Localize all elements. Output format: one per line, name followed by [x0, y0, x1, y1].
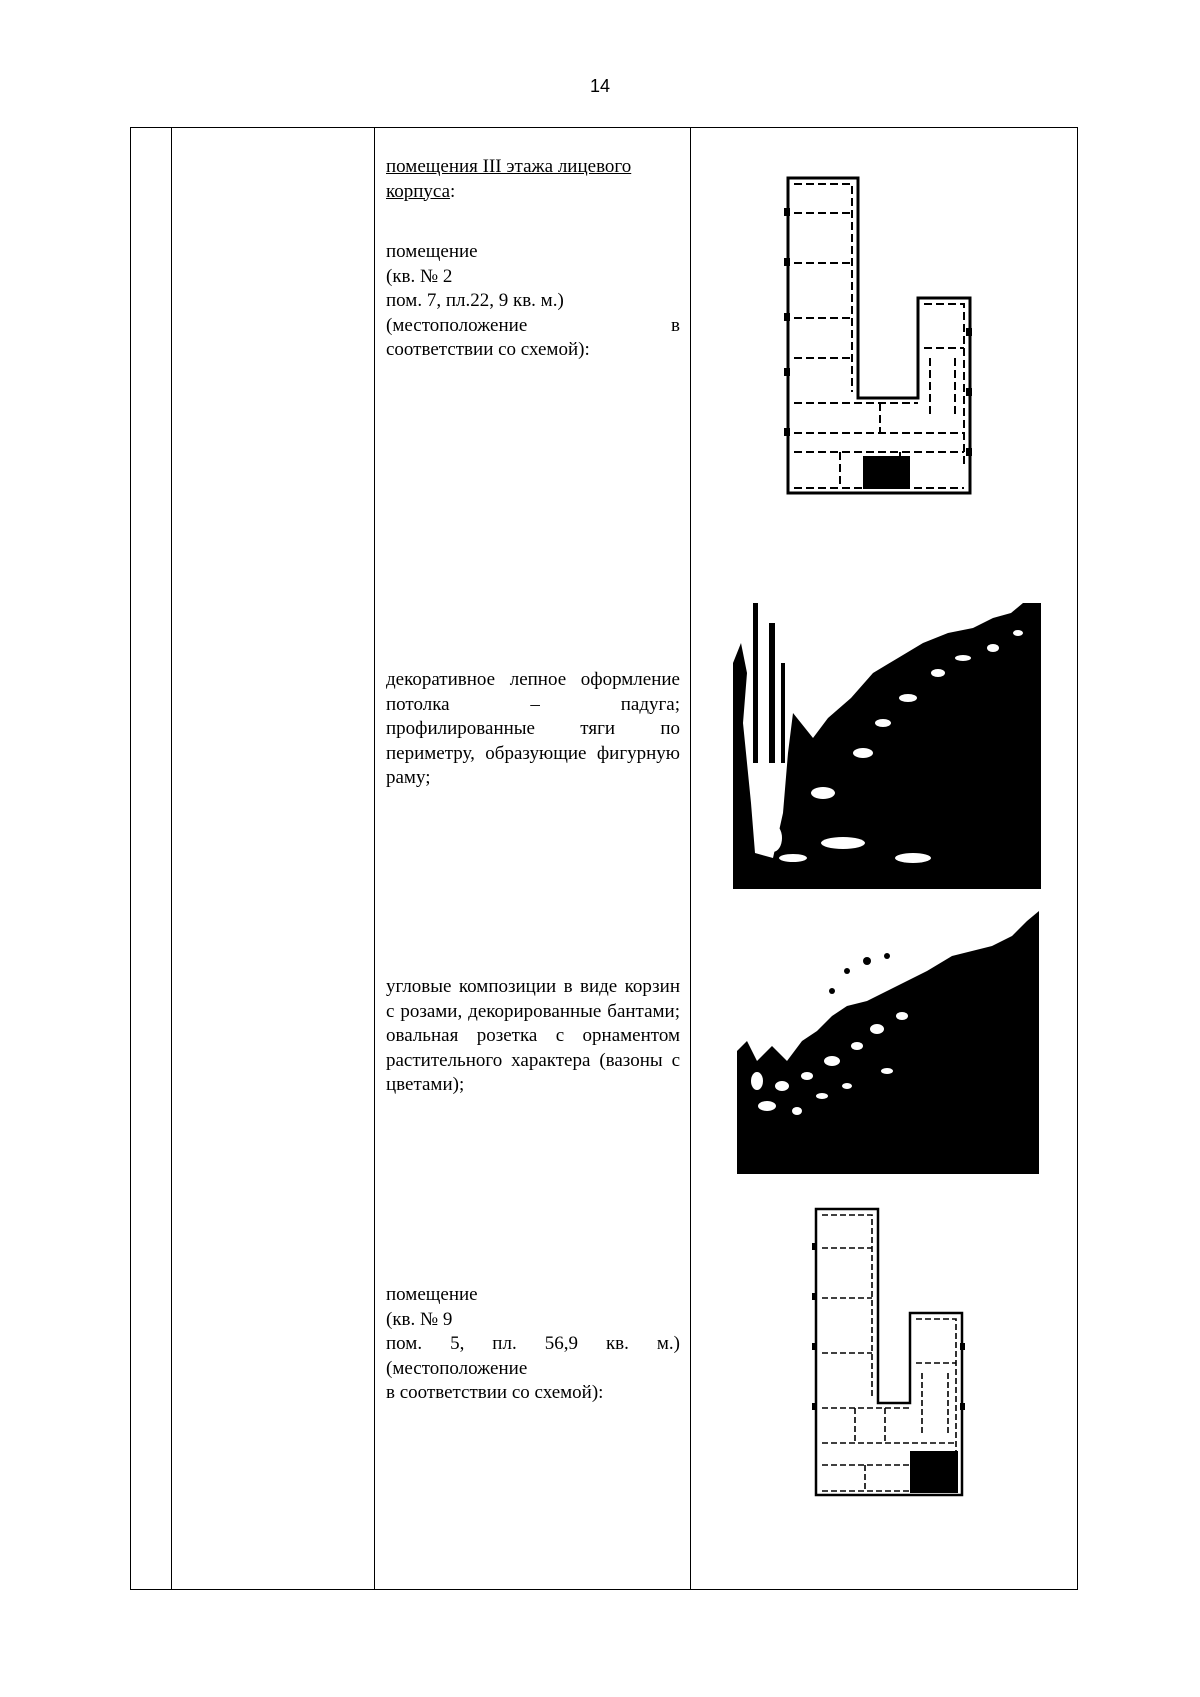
entry-4-line-5: в соответствии со схемой): — [386, 1382, 604, 1403]
floor-plan-scheme-1 — [780, 168, 980, 498]
entry-1-line-1: помещение — [386, 241, 478, 262]
corner-composition-photo — [737, 911, 1039, 1174]
entry-4-line-3: пом. 5, пл. 56,9 кв. м.) — [386, 1333, 680, 1354]
entry-1-line-3: пом. 7, пл.22, 9 кв. м.) — [386, 290, 564, 311]
entry-4-description — [386, 1283, 680, 1406]
column-divider-2 — [374, 128, 375, 1589]
section-heading-colon: : — [450, 180, 456, 202]
entry-2-description: декоративное лепное оформление потолка – падуга; профилированные тяги по периметру, образующие фигурную раму; — [386, 669, 680, 788]
floor-plan-scheme-2 — [810, 1203, 970, 1498]
entry-4-line-4: (местоположение — [386, 1357, 528, 1379]
entry-1-description — [386, 155, 680, 363]
column-divider-3 — [690, 128, 691, 1589]
column-divider-1 — [171, 128, 172, 1589]
highlighted-room-marker — [863, 456, 910, 489]
entry-4-line-2: (кв. № 9 — [386, 1308, 453, 1330]
section-heading: помещения III этажа лицевого корпуса — [386, 156, 632, 202]
entry-1-line-2: (кв. № 2 — [386, 265, 453, 287]
entry-4-line-1: помещение — [386, 1284, 478, 1305]
entry-3-description: угловые композиции в виде корзин с розами, декорированные бантами; овальная розетка с орнаментом растительного характера (вазоны с цветами); — [386, 976, 680, 1095]
entry-1-line-4: (местоположение в — [386, 314, 680, 336]
page-number: 14 — [589, 76, 611, 96]
highlighted-room-marker-2 — [910, 1451, 958, 1493]
ceiling-moulding-photo — [733, 603, 1041, 889]
entry-1-line-5: соответствии со схемой): — [386, 339, 590, 360]
